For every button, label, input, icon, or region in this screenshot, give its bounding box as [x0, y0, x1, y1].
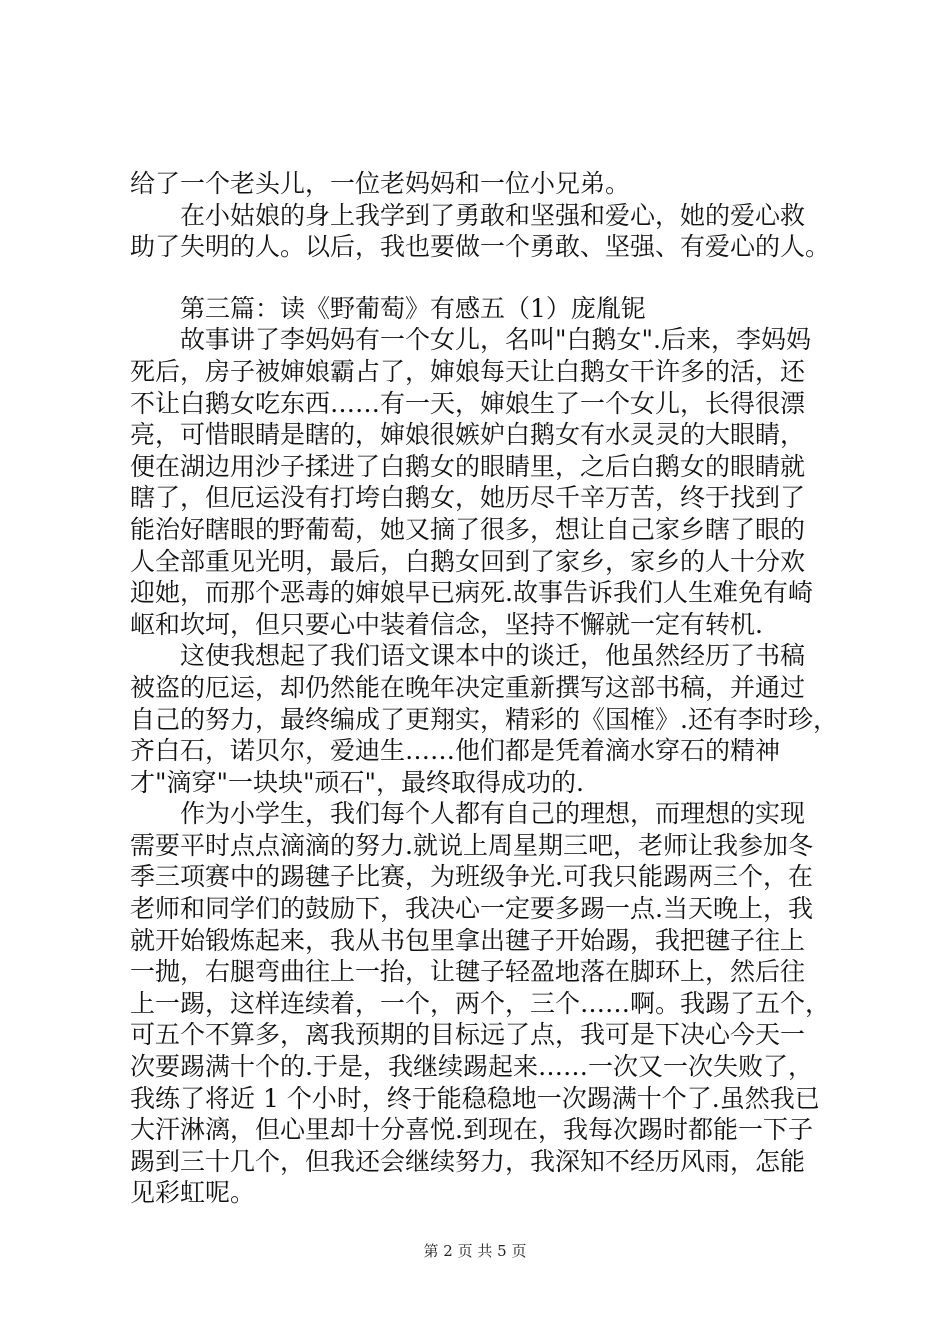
text-line: 死后，房子被婶娘霸占了，婶娘每天让白鹅女干许多的活，还: [130, 356, 806, 386]
page-number-label: 第 2 页 共 5 页: [423, 1242, 527, 1260]
text-line: 迎她，而那个恶毒的婶娘早已病死.故事告诉我们人生难免有崎: [130, 578, 813, 608]
text-line: 瞎了，但厄运没有打垮白鹅女，她历尽千辛万苦，终于找到了: [130, 483, 806, 513]
text-line: 齐白石，诺贝尔，爱迪生……他们都是凭着滴水穿石的精神: [130, 736, 781, 766]
section-heading: [130, 293, 850, 325]
text-line: 亮，可惜眼睛是瞎的，婶娘很嫉妒白鹅女有水灵灵的大眼睛，: [130, 420, 806, 450]
page-footer: [0, 1240, 950, 1261]
text-line: 便在湖边用沙子揉进了白鹅女的眼睛里，之后白鹅女的眼睛就: [130, 451, 806, 481]
heading-text: 第三篇：读《野葡萄》有感五（1）庞胤铌: [180, 293, 646, 323]
text-line: 能治好瞎眼的野葡萄，她又摘了很多，想让自己家乡瞎了眼的: [130, 514, 806, 544]
text-line: 给了一个老头儿，一位老妈妈和一位小兄弟。: [130, 169, 631, 198]
text-line: 老师和同学们的鼓励下，我决心一定要多踢一点.当天晚上，我: [130, 894, 813, 924]
text-line: 大汗淋漓，但心里却十分喜悦.到现在，我每次踢时都能一下子: [130, 1115, 813, 1145]
text-line: 见彩虹呢。: [130, 1178, 256, 1208]
text-line: 助了失明的人。以后，我也要做一个勇敢、坚强、有爱心的人。: [130, 232, 831, 262]
document-body: [130, 168, 850, 1209]
text-line: 季三项赛中的踢毽子比赛，为班级争光.可我只能踢两三个，在: [130, 862, 813, 892]
text-line: 一抛，右腿弯曲往上一抬，让毽子轻盈地落在脚环上，然后往: [130, 957, 806, 987]
paragraph: [130, 640, 850, 798]
text-line: 才"滴穿"一块块"顽石"，最终取得成功的.: [130, 767, 584, 797]
text-line: 被盗的厄运，却仍然能在晚年决定重新撰写这部书稿，并通过: [130, 672, 806, 702]
text-line: 岖和坎坷，但只要心中装着信念，坚持不懈就一定有转机.: [130, 609, 763, 639]
text-line: 可五个不算多，离我预期的目标远了点，我可是下决心今天一: [130, 1020, 806, 1050]
paragraph: [130, 200, 850, 263]
paragraph: [130, 324, 850, 640]
text-line: 人全部重见光明，最后，白鹅女回到了家乡，家乡的人十分欢: [130, 546, 806, 576]
paragraph: [130, 168, 850, 200]
text-line: 踢到三十几个，但我还会继续努力，我深知不经历风雨，怎能: [130, 1146, 806, 1176]
text-line: 次要踢满十个的.于是，我继续踢起来……一次又一次失败了，: [130, 1052, 813, 1082]
text-line: 在小姑娘的身上我学到了勇敢和坚强和爱心，她的爱心救: [180, 200, 806, 230]
section-gap: [130, 263, 850, 293]
text-line: 故事讲了李妈妈有一个女儿，名叫"白鹅女".后来，李妈妈: [180, 325, 811, 355]
text-line: 不让白鹅女吃东西……有一天，婶娘生了一个女儿，长得很漂: [130, 388, 806, 418]
paragraph: [130, 798, 850, 1209]
text-line: 自己的努力，最终编成了更翔实，精彩的《国榷》.还有李时珍，: [130, 704, 838, 734]
text-line: 就开始锻炼起来，我从书包里拿出毽子开始踢，我把毽子往上: [130, 925, 806, 955]
text-line: 上一踢，这样连续着，一个，两个，三个……啊。我踢了五个，: [130, 988, 831, 1018]
text-line: 需要平时点点滴滴的努力.就说上周星期三吧，老师让我参加冬: [130, 830, 813, 860]
text-line: 我练了将近 1 个小时，终于能稳稳地一次踢满十个了.虽然我已: [130, 1083, 820, 1113]
text-line: 这使我想起了我们语文课本中的谈迁，他虽然经历了书稿: [180, 641, 806, 671]
text-line: 作为小学生，我们每个人都有自己的理想，而理想的实现: [180, 799, 806, 829]
